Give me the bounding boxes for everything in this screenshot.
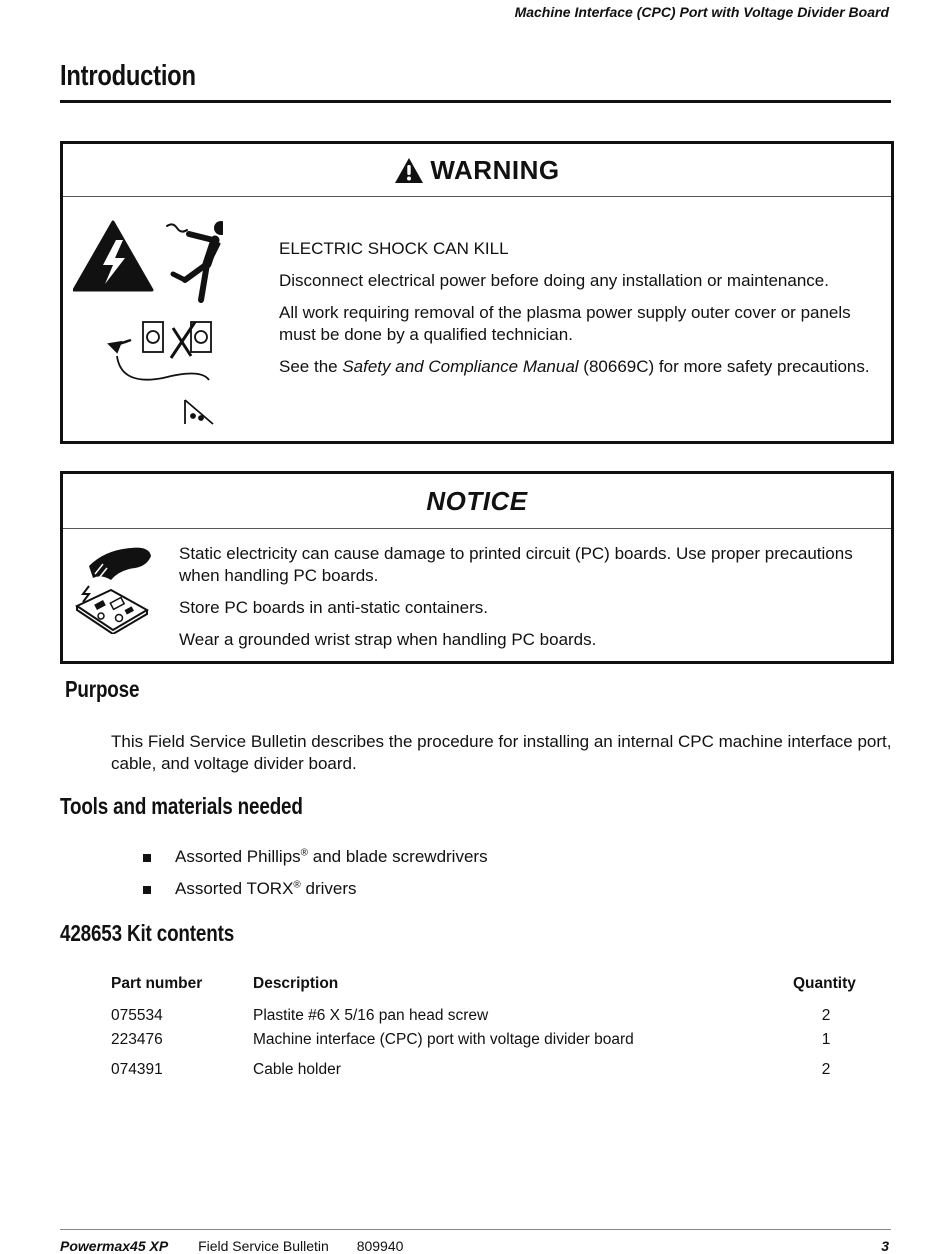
warning-pictograms [73, 218, 223, 428]
page-title: Introduction [60, 60, 196, 92]
warning-triangle-icon [394, 157, 424, 184]
column-description: Description [253, 975, 339, 992]
table-row: 075534 Plastite #6 X 5/16 pan head screw 2 [111, 1007, 831, 1024]
table-row: 074391 Cable holder 2 [111, 1061, 831, 1078]
table-header-row [111, 975, 859, 1001]
list-item: Assorted Phillips® and blade screwdrivers [140, 847, 488, 879]
column-part-number: Part number [111, 975, 203, 992]
high-voltage-icon [74, 222, 152, 290]
warning-line-technician: All work requiring removal of the plasma power supply outer cover or panels must be done by a qualified technician. [279, 303, 851, 344]
tools-heading: Tools and materials needed [60, 793, 303, 819]
warning-box [60, 141, 894, 444]
running-header: Machine Interface (CPC) Port with Voltage Divider Board [514, 4, 889, 20]
notice-text [179, 543, 889, 661]
purpose-text: This Field Service Bulletin describes the procedure for installing an internal CPC machine interface port, cable, and voltage divider board. [111, 732, 892, 773]
footer-doc-number: 809940 [356, 1238, 404, 1254]
notice-line-containers: Store PC boards in anti-static containers. [179, 598, 488, 617]
notice-box [60, 471, 894, 664]
kit-heading: 428653 Kit contents [60, 920, 235, 946]
safety-manual-reference: Safety and Compliance Manual [342, 357, 579, 376]
footer [60, 1238, 891, 1254]
warning-line-shock: ELECTRIC SHOCK CAN KILL [279, 239, 509, 258]
electrocution-icon [167, 221, 223, 300]
column-quantity: Quantity [793, 975, 856, 992]
warning-text [279, 238, 879, 388]
page-number: 3 [881, 1238, 889, 1254]
bullet-icon [143, 886, 151, 894]
footer-product: Powermax45 XP [60, 1238, 169, 1254]
table-row: 223476 Machine interface (CPC) port with voltage divider board 1 [111, 1031, 831, 1048]
notice-header: NOTICE [63, 474, 891, 529]
notice-line-wrist-strap: Wear a grounded wrist strap when handling PC boards. [179, 630, 597, 649]
static-hand-circuit-board-icon [71, 544, 153, 634]
tools-list [140, 847, 488, 911]
warning-header [63, 144, 891, 197]
title-rule [60, 100, 891, 103]
footer-rule [60, 1229, 891, 1230]
bullet-icon [143, 854, 151, 862]
unplug-power-icon [109, 322, 213, 424]
warning-line-manual: See the Safety and Compliance Manual (80669C) for more safety precautions. [279, 357, 870, 376]
kit-contents-table [111, 975, 859, 1091]
notice-line-static: Static electricity can cause damage to printed circuit (PC) boards. Use proper precautions when handling PC boards. [179, 544, 853, 585]
footer-doc-type: Field Service Bulletin [198, 1238, 329, 1254]
warning-heading: WARNING [430, 155, 560, 185]
purpose-heading: Purpose [65, 676, 140, 702]
list-item: Assorted TORX® drivers [140, 879, 488, 911]
warning-line-disconnect: Disconnect electrical power before doing any installation or maintenance. [279, 271, 829, 290]
